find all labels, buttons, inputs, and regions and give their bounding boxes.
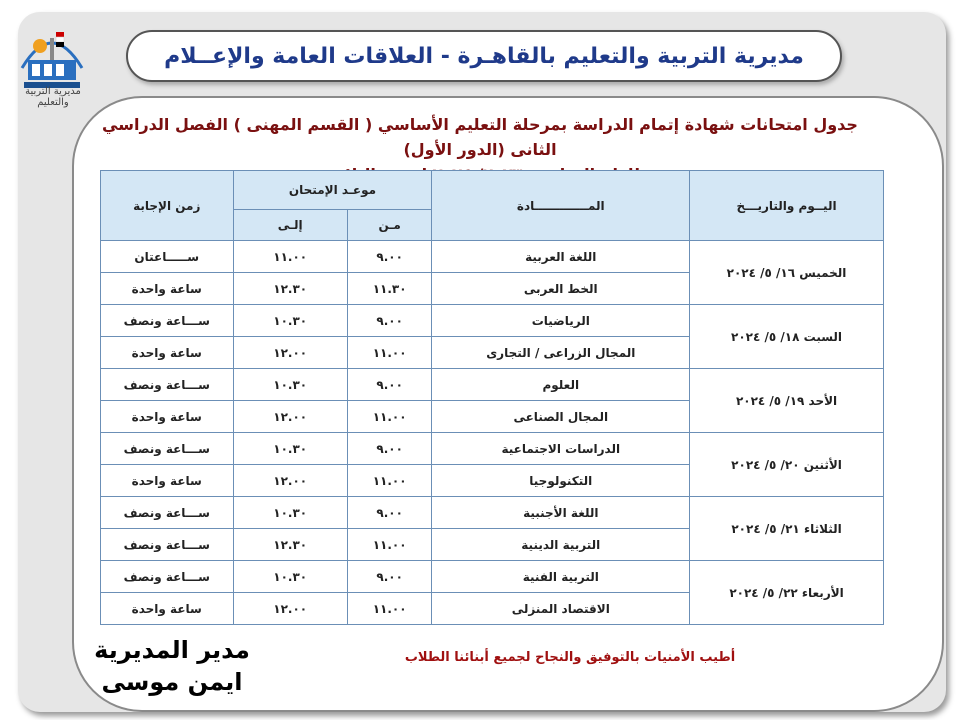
subject-cell: الخط العربى (432, 273, 690, 305)
subject-cell: التربية الفنية (432, 561, 690, 593)
to-cell: ١٠.٣٠ (233, 561, 347, 593)
table-row (101, 433, 884, 465)
header-to: إلـى (233, 210, 347, 241)
to-cell: ١٢.٣٠ (233, 529, 347, 561)
duration-cell: ســـاعة ونصف (101, 561, 234, 593)
signature-title: مدير المديرية (94, 636, 250, 664)
from-cell: ٩.٠٠ (347, 561, 432, 593)
table-row (101, 497, 884, 529)
duration-cell: ساعة واحدة (101, 337, 234, 369)
heading-line-1: جدول امتحانات شهادة إتمام الدراسة بمرحلة التعليم الأساسي ( القسم المهنى ) الفصل الدراسي الثانى (الدور الأول) (102, 115, 858, 159)
subject-cell: اللغة العربية (432, 241, 690, 273)
subject-cell: العلوم (432, 369, 690, 401)
header-duration: زمن الإجابة (101, 171, 234, 241)
to-cell: ١٠.٣٠ (233, 433, 347, 465)
duration-cell: ســـاعة ونصف (101, 433, 234, 465)
table-row (101, 305, 884, 337)
from-cell: ٩.٠٠ (347, 305, 432, 337)
duration-cell: ساعة واحدة (101, 465, 234, 497)
subject-cell: الاقتصاد المنزلى (432, 593, 690, 625)
subject-cell: المجال الزراعى / التجارى (432, 337, 690, 369)
title-banner (126, 30, 842, 82)
day-date-cell: الأحد ١٩/ ٥/ ٢٠٢٤ (690, 369, 884, 433)
header-subject: المـــــــــــــادة (432, 171, 690, 241)
day-date-cell: الأربعاء ٢٢/ ٥/ ٢٠٢٤ (690, 561, 884, 625)
header-day-date: اليــوم والتاريـــخ (690, 171, 884, 241)
signature-block (72, 634, 272, 698)
duration-cell: ســـــاعتان (101, 241, 234, 273)
to-cell: ١٢.٠٠ (233, 465, 347, 497)
subject-cell: المجال الصناعى (432, 401, 690, 433)
day-date-cell: الثلاثاء ٢١/ ٥/ ٢٠٢٤ (690, 497, 884, 561)
from-cell: ١١.٠٠ (347, 401, 432, 433)
subject-cell: اللغة الأجنبية (432, 497, 690, 529)
to-cell: ١٢.٠٠ (233, 337, 347, 369)
duration-cell: ساعة واحدة (101, 593, 234, 625)
from-cell: ٩.٠٠ (347, 497, 432, 529)
from-cell: ١١.٣٠ (347, 273, 432, 305)
duration-cell: ســـاعة ونصف (101, 369, 234, 401)
to-cell: ١٢.٠٠ (233, 593, 347, 625)
subject-cell: التكنولوجيا (432, 465, 690, 497)
duration-cell: ســـاعة ونصف (101, 305, 234, 337)
signature-name: ايمن موسى (101, 668, 243, 696)
duration-cell: ســـاعة ونصف (101, 529, 234, 561)
from-cell: ٩.٠٠ (347, 433, 432, 465)
to-cell: ١٠.٣٠ (233, 305, 347, 337)
duration-cell: ساعة واحدة (101, 401, 234, 433)
day-date-cell: الأثنين ٢٠/ ٥/ ٢٠٢٤ (690, 433, 884, 497)
to-cell: ١١.٠٠ (233, 241, 347, 273)
subject-cell: الدراسات الاجتماعية (432, 433, 690, 465)
duration-cell: ســـاعة ونصف (101, 497, 234, 529)
to-cell: ١٠.٣٠ (233, 369, 347, 401)
from-cell: ٩.٠٠ (347, 241, 432, 273)
wishes-text: أطيب الأمنيات بالتوفيق والنجاح لجميع أبنائنا الطلاب (404, 650, 736, 665)
duration-cell: ساعة واحدة (101, 273, 234, 305)
table-row (101, 241, 884, 273)
from-cell: ٩.٠٠ (347, 369, 432, 401)
table-row (101, 561, 884, 593)
to-cell: ١٠.٣٠ (233, 497, 347, 529)
subject-cell: التربية الدينية (432, 529, 690, 561)
exam-schedule-table (100, 170, 884, 625)
subject-cell: الرياضيات (432, 305, 690, 337)
to-cell: ١٢.٣٠ (233, 273, 347, 305)
table-row (101, 369, 884, 401)
to-cell: ١٢.٠٠ (233, 401, 347, 433)
header-schedule: موعـد الإمتحان (233, 171, 432, 210)
schedule-body (101, 241, 884, 625)
from-cell: ١١.٠٠ (347, 465, 432, 497)
day-date-cell: الخميس ١٦/ ٥/ ٢٠٢٤ (690, 241, 884, 305)
header-from: مـن (347, 210, 432, 241)
day-date-cell: السبت ١٨/ ٥/ ٢٠٢٤ (690, 305, 884, 369)
from-cell: ١١.٠٠ (347, 529, 432, 561)
from-cell: ١١.٠٠ (347, 337, 432, 369)
from-cell: ١١.٠٠ (347, 593, 432, 625)
banner-title: مديرية التربية والتعليم بالقاهـرة - العلاقات العامة والإعــلام (164, 43, 804, 69)
logo-caption: مديرية التربية والتعليم (25, 86, 81, 108)
